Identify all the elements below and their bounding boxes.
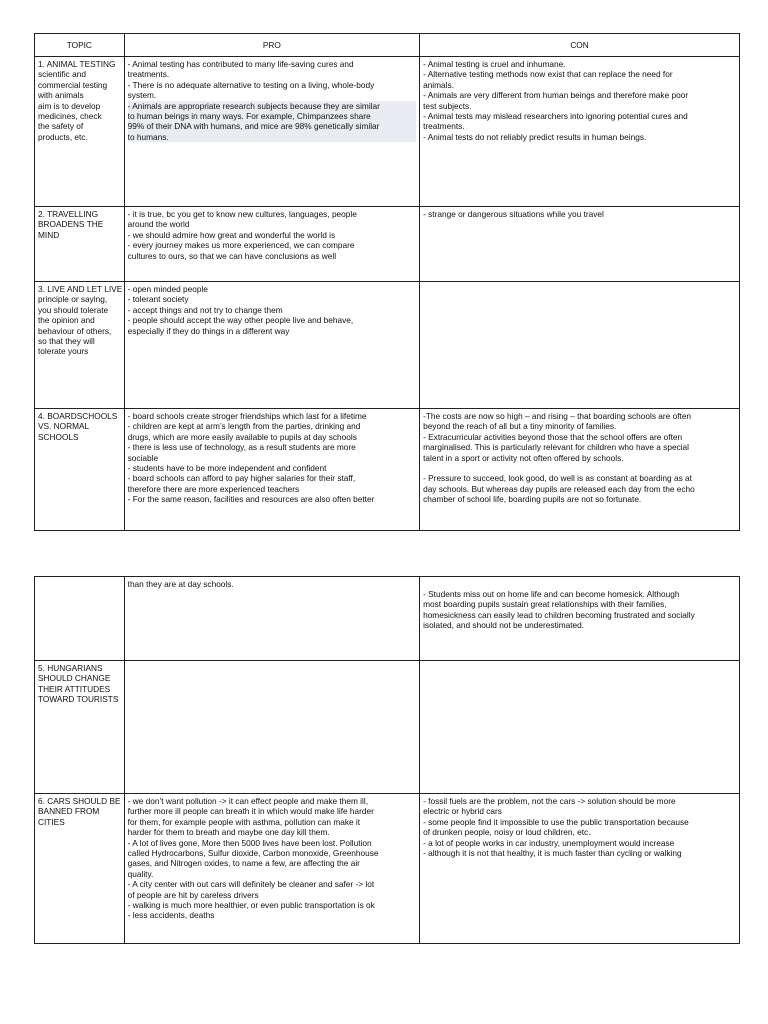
- con-cell: [420, 794, 740, 944]
- cell-text-line: treatments.: [127, 69, 170, 80]
- cell-text-line: - For the same reason, facilities and resources are also often better: [127, 494, 375, 505]
- cell-text-line: - There is no adequate alternative to testing on a living, whole-body: [127, 79, 375, 90]
- table-row: [35, 794, 740, 944]
- cell-text-line: - Animal testing has contributed to many life-saving cures and: [127, 59, 354, 69]
- cell-text-line: BROADENS THE: [38, 219, 104, 230]
- pro-cell: [124, 577, 419, 661]
- cell-text-line: quality.: [127, 868, 154, 879]
- cell-text-line: CITIES: [38, 816, 65, 827]
- cell-text-line: 1. ANIMAL TESTING: [38, 59, 116, 69]
- cell-text-line: sociable: [127, 452, 159, 463]
- cell-text-line: gases, and Nitrogen oxides, to name a few, are affecting the air: [127, 858, 360, 869]
- topic-cell: [35, 207, 125, 282]
- cell-text-line: products, etc.: [38, 131, 88, 142]
- cell-text-line: medicines, check: [38, 111, 102, 122]
- cell-text-line: - Animal tests may mislead researchers into ignoring potential cures and: [423, 111, 688, 122]
- pro-con-table-page-2: [34, 576, 740, 944]
- cell-text-line: - students have to be more independent and confident: [127, 463, 327, 474]
- table-row: [35, 57, 740, 207]
- pro-cell: [124, 282, 419, 409]
- cell-text-line: harder for them to breath and maybe one day kill them.: [127, 827, 330, 838]
- pro-cell: [124, 409, 419, 531]
- cell-spacer: [423, 579, 736, 589]
- cell-text-line: -The costs are now so high – and rising – that boarding schools are often: [423, 411, 692, 421]
- cell-text-line: - some people find it impossible to use the public transportation because: [423, 816, 689, 827]
- cell-text-line: 4. BOARDSCHOOLS: [38, 411, 118, 421]
- pro-cell: [124, 794, 419, 944]
- con-cell: [420, 57, 740, 207]
- header-topic: TOPIC: [35, 34, 125, 57]
- topic-cell: [35, 577, 125, 661]
- cell-text-line: marginalised. This is particularly relevant for children who have a special: [423, 442, 690, 453]
- cell-text-line: - tolerant society: [127, 294, 189, 305]
- cell-text-line: - Animals are very different from human beings and therefore make poor: [423, 90, 689, 101]
- topic-cell: [35, 282, 125, 409]
- cell-text-line: day schools. But whereas day pupils are released each day from the echo: [423, 483, 695, 494]
- cell-text-line: cultures to ours, so that we can have conclusions as well: [127, 250, 337, 261]
- cell-text-line: - every journey makes us more experienced, we can compare: [127, 240, 355, 251]
- cell-text-line: - it is true, bc you get to know new cultures, languages, people: [127, 209, 357, 219]
- cell-text-line: - board schools create stroger friendships which last for a lifetime: [127, 411, 367, 421]
- cell-text-line: aim is to develop: [38, 100, 101, 111]
- topic-cell: [35, 57, 125, 207]
- cell-text-line: 99% of their DNA with humans, and mice are 98% genetically similar: [128, 121, 416, 131]
- cell-text-line: 3. LIVE AND LET LIVE: [38, 284, 123, 294]
- cell-text-line: - people should accept the way other people live and behave,: [127, 315, 354, 326]
- cell-text-line: - strange or dangerous situations while you travel: [423, 209, 604, 219]
- cell-text-line: called Hydrocarbons, Sulfur dioxide, Carbon monoxide, Greenhouse: [127, 848, 379, 859]
- table-row: [35, 207, 740, 282]
- cell-text-line: - less accidents, deaths: [127, 910, 215, 921]
- pro-cell: [124, 57, 419, 207]
- cell-text-line: - although it is not that healthy, it is much faster than cycling or walking: [423, 848, 682, 859]
- cell-text-line: for them, for example people with asthma, pollution can make it: [127, 816, 361, 827]
- cell-text-line: test subjects.: [423, 100, 472, 111]
- cell-text-line: - A city center with out cars will definitely be cleaner and safer -> lot: [127, 879, 375, 890]
- cell-text-line: especially if they do things in a different way: [127, 325, 290, 336]
- cell-text-line: to humans.: [128, 132, 416, 142]
- cell-text-line: tolerate yours: [38, 346, 89, 357]
- cell-text-line: - board schools can afford to pay higher salaries for their staff,: [127, 473, 356, 484]
- header-con: CON: [420, 34, 740, 57]
- con-cell: [420, 207, 740, 282]
- cell-text-line: chamber of school life, boarding pupils are not so fortunate.: [423, 494, 642, 505]
- cell-text-line: TOWARD TOURISTS: [38, 694, 119, 705]
- cell-text-line: SCHOOLS: [38, 431, 79, 442]
- cell-text-line: - Extracurricular activities beyond those that the school offers are often: [423, 431, 683, 442]
- cell-text-line: system.: [127, 90, 157, 101]
- cell-text-line: - Pressure to succeed, look good, do well is as constant at boarding as at: [423, 473, 692, 484]
- cell-text-line: - Alternative testing methods now exist that can replace the need for: [423, 69, 673, 80]
- table-row: [35, 409, 740, 531]
- cell-text-line: therefore there are more experienced teachers: [127, 483, 300, 494]
- topic-cell: [35, 661, 125, 794]
- cell-text-line: - children are kept at arm’s length from the parties, drinking and: [127, 421, 361, 432]
- cell-text-line: THEIR ATTITUDES: [38, 683, 111, 694]
- cell-text-line: 2. TRAVELLING: [38, 209, 99, 219]
- table-row: [35, 577, 740, 661]
- cell-text-line: [423, 463, 736, 473]
- cell-text-line: - walking is much more healthier, or even public transportation is ok: [127, 900, 375, 911]
- cell-text-line: behaviour of others,: [38, 325, 112, 336]
- pro-cell: [124, 207, 419, 282]
- cell-text-line: principle or saying,: [38, 294, 108, 305]
- cell-text-line: treatments.: [423, 121, 465, 132]
- cell-text-line: you should tolerate: [38, 304, 109, 315]
- pro-cell: [124, 661, 419, 794]
- cell-text-line: the opinion and: [38, 315, 95, 326]
- cell-text-line: beyond the reach of all but a tiny minority of families.: [423, 421, 617, 432]
- table-row: [35, 661, 740, 794]
- cell-text-line: - Animal tests do not reliably predict results in human beings.: [423, 131, 647, 142]
- cell-text-line: further more ill people can breath it in which would make life harder: [127, 806, 374, 817]
- cell-text-line: the safety of: [38, 121, 84, 132]
- cell-text-line: - Animals are appropriate research subjects because they are similar: [128, 101, 416, 111]
- cell-text-line: electric or hybrid cars: [423, 806, 502, 817]
- cell-text-line: of people are hit by careless drivers: [127, 889, 259, 900]
- cell-text-line: - open minded people: [127, 284, 208, 294]
- cell-text-line: of drunken people, noisy or loud children, etc.: [423, 827, 591, 838]
- cell-text-line: isolated, and should not be underestimated.: [423, 620, 585, 631]
- cell-text-line: - we don’t want pollution -> it can effect people and make them ill,: [127, 796, 369, 806]
- con-cell: [420, 282, 740, 409]
- cell-text-line: VS. NORMAL: [38, 421, 90, 432]
- table-row: [35, 282, 740, 409]
- cell-text-line: - A lot of lives gone, More then 5000 lives have been lost. Pollution: [127, 837, 372, 848]
- cell-text-line: 5. HUNGARIANS: [38, 663, 103, 673]
- cell-text-line: so that they will: [38, 336, 95, 347]
- cell-text-line: animals.: [423, 79, 454, 90]
- cell-text-line: - Animal testing is cruel and inhumane.: [423, 59, 566, 69]
- cell-text-line: - Students miss out on home life and can become homesick. Although: [423, 589, 680, 599]
- cell-text-line: to human beings in many ways. For example, Chimpanzees share: [128, 111, 416, 121]
- cell-text-line: - a lot of people works in car industry, unemployment would increase: [423, 837, 675, 848]
- cell-text-line: commercial testing: [38, 79, 108, 90]
- cell-text-line: with animals: [38, 90, 84, 101]
- cell-text-line: talent in a sport or activity not often offered by schools.: [423, 452, 624, 463]
- cell-text-line: around the world: [127, 219, 190, 230]
- topic-cell: [35, 794, 125, 944]
- con-cell: [420, 661, 740, 794]
- cell-text-line: - we should admire how great and wonderful the world is: [127, 229, 336, 240]
- cell-text-line: homesickness can easily lead to children becoming frustrated and socially: [423, 609, 695, 620]
- cell-text-line: than they are at day schools.: [127, 579, 234, 589]
- cell-text-line: 6. CARS SHOULD BE: [38, 796, 121, 806]
- pro-con-table-page-1: [34, 33, 740, 531]
- cell-text-line: - fossil fuels are the problem, not the cars -> solution should be more: [423, 796, 676, 806]
- topic-cell: [35, 409, 125, 531]
- cell-text-line: BANNED FROM: [38, 806, 100, 817]
- header-row: [35, 34, 740, 57]
- header-pro: PRO: [124, 34, 419, 57]
- cell-text-line: - accept things and not try to change them: [127, 304, 283, 315]
- cell-text-line: most boarding pupils sustain great relationships with their families,: [423, 599, 667, 610]
- con-cell: [420, 577, 740, 661]
- cell-text-line: scientific and: [38, 69, 86, 80]
- cell-text-line: MIND: [38, 229, 60, 240]
- con-cell: [420, 409, 740, 531]
- cell-text-line: - there is less use of technology, as a result students are more: [127, 442, 356, 453]
- cell-text-line: SHOULD CHANGE: [38, 673, 111, 684]
- cell-text-line: drugs, which are more easily available to pupils at day schools: [127, 431, 357, 442]
